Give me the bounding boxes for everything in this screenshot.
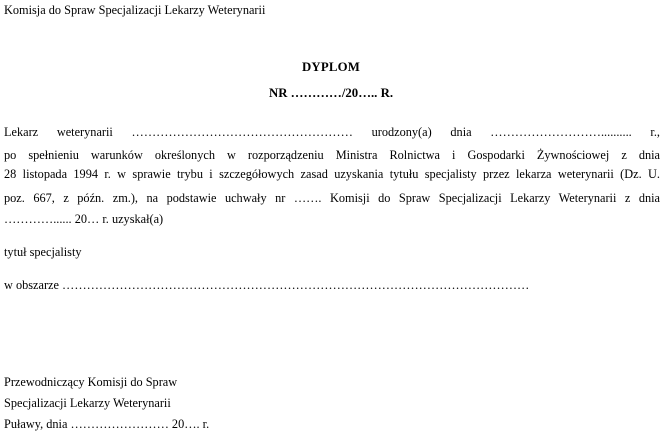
body-line-5: …………...... 20… r. uzyskał(a) <box>4 212 164 226</box>
chairman-title-line-2: Specjalizacji Lekarzy Weterynarii <box>4 396 171 410</box>
body-line-4: poz. 667, z późn. zm.), na podstawie uchwały nr ……. Komisji do Spraw Specjalizacji Lekarzy Weterynarii z dnia <box>4 191 660 205</box>
diploma-title: DYPLOM <box>301 60 361 74</box>
place-and-date: Puławy, dnia …………………… 20…. r. <box>4 417 210 431</box>
body-line-3: 28 listopada 1994 r. w sprawie trybu i szczegółowych zasad uzyskania tytułu specjalisty przez lekarza weterynarii (Dz. U. <box>4 167 660 181</box>
chairman-title-line-1: Przewodniczący Komisji do Spraw <box>4 375 178 389</box>
body-line-1: Lekarz weterynarii ……………………………………………… urodzony(a) dnia ……………………….......... r., <box>4 125 660 139</box>
diploma-number: NR …………/20….. R. <box>268 86 394 100</box>
specialization-area: w obszarze …………………………………………………………………………………………………… <box>4 278 530 292</box>
body-line-2: po spełnieniu warunków określonych w rozporządzeniu Ministra Rolnictwa i Gospodarki Żywnościowej z dnia <box>4 148 660 162</box>
specialist-title: tytuł specjalisty <box>4 245 82 259</box>
committee-name: Komisja do Spraw Specjalizacji Lekarzy Weterynarii <box>4 3 266 17</box>
